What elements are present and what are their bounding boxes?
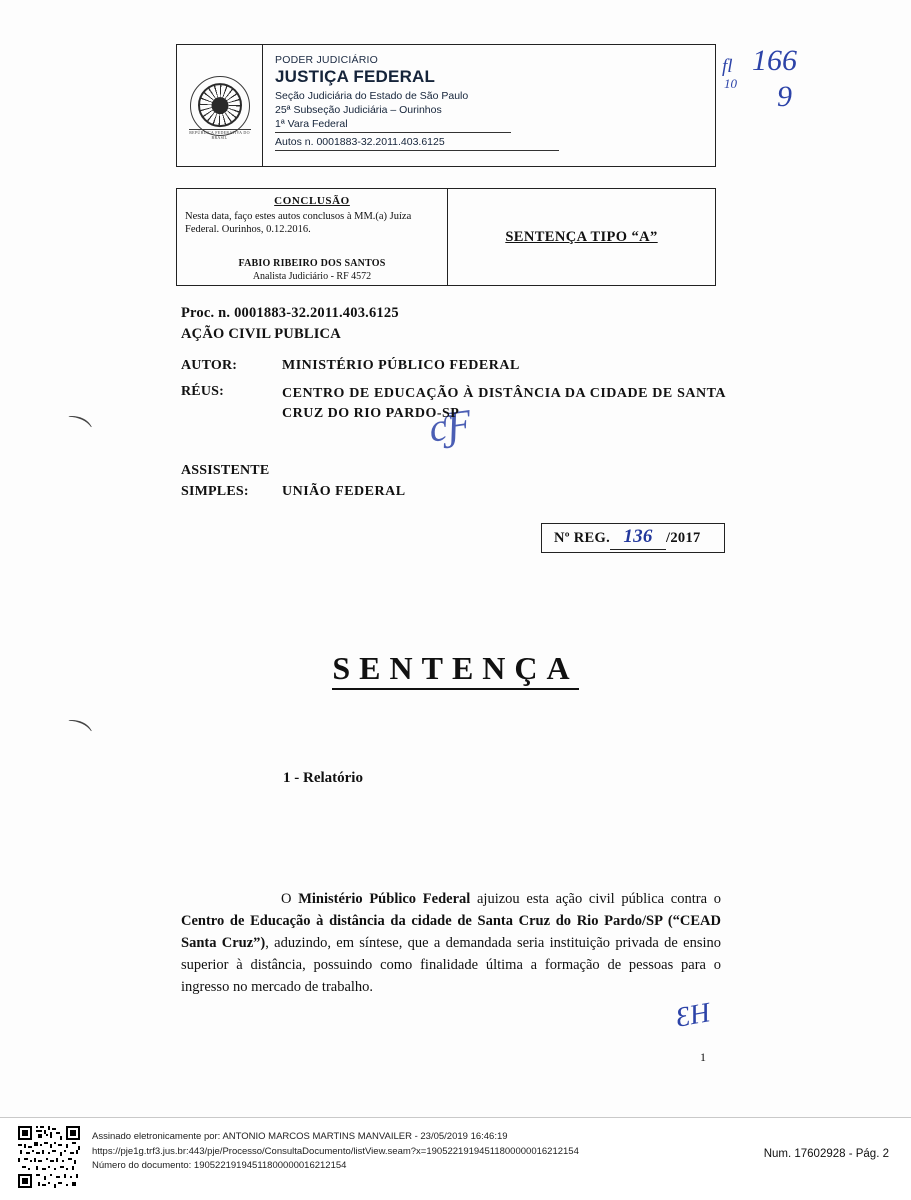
- bleed-through-text: [181, 0, 721, 23]
- bleed-through-text-4: [181, 790, 721, 813]
- arms-caption: REPÚBLICA FEDERATIVA DO BRASIL: [189, 129, 250, 140]
- footer-signature-line: Assinado eletronicamente por: ANTONIO MARCOS MARTINS MANVAILER - 23/05/2019 16:46:19: [92, 1131, 508, 1142]
- bleed-through-text-3: [181, 560, 721, 583]
- footer-text-block: [92, 1130, 579, 1174]
- header-autos: Autos n. 0001883-32.2011.403.6125: [275, 136, 559, 151]
- handwritten-fl-mark: fl: [722, 56, 733, 77]
- para1-part-d: Centro de Educação à distância da cidade de Santa Cruz do Rio Pardo/SP (“CEAD Santa Cruz”): [181, 912, 721, 951]
- header-subsecao: 25ª Subseção Judiciária – Ourinhos: [275, 104, 442, 116]
- autor-value: MINISTÉRIO PÚBLICO FEDERAL: [282, 358, 520, 373]
- reus-label: RÉUS:: [181, 384, 225, 399]
- reus-value: CENTRO DE EDUCAÇÃO À DISTÂNCIA DA CIDADE DE SANTA CRUZ DO RIO PARDO-SP: [282, 386, 726, 422]
- process-block: [181, 303, 741, 345]
- conclusao-title: CONCLUSÃO: [274, 195, 350, 207]
- assistente-value: UNIÃO FEDERAL: [282, 484, 406, 499]
- header-secao-judiciaria: Seção Judiciária do Estado de São Paulo: [275, 90, 469, 102]
- document-footer: [0, 1117, 911, 1200]
- para1-part-b: Ministério Público Federal: [298, 890, 471, 907]
- autor-label: AUTOR:: [181, 358, 238, 373]
- handwritten-folha-number-2: 9: [777, 80, 792, 113]
- coat-of-arms-cell: [177, 45, 263, 166]
- qr-code-icon: [18, 1126, 80, 1188]
- process-number: Proc. n. 0001883-32.2011.403.6125: [181, 305, 399, 321]
- page-title: [0, 650, 911, 687]
- conclusao-signature-role: Analista Judiciário - RF 4572: [252, 271, 372, 282]
- document-header-box: [176, 44, 716, 167]
- page-title-text: SENTENÇA: [332, 650, 578, 690]
- handwritten-signature-conclusao: ƈƑ: [426, 400, 475, 451]
- conclusao-text: Nesta data, faço estes autos conclusos à MM.(a) Juíza Federal. Ourinhos, 0.12.2016.: [185, 211, 412, 236]
- registro-ano: /2017: [666, 529, 701, 546]
- assistente-block: [181, 460, 406, 502]
- footer-page-label: Num. 17602928 - Pág. 2: [763, 1148, 889, 1160]
- paragraph-1: [181, 888, 721, 998]
- handwritten-folha-number: 166: [752, 44, 797, 77]
- scan-mark-left-2: ⌒: [54, 713, 91, 751]
- footer-document-number: Número do documento: 19052219194511800000016212154: [92, 1160, 347, 1172]
- handwritten-fl-mark-2: 10: [724, 76, 737, 91]
- sentenca-tipo-cell: [448, 189, 715, 285]
- process-action-type: AÇÃO CIVIL PUBLICA: [181, 326, 341, 343]
- conclusao-signature-name: FABIO RIBEIRO DOS SANTOS: [238, 258, 386, 269]
- party-row-reus: [181, 384, 741, 425]
- section-heading-relatorio: 1 - Relatório: [283, 770, 363, 786]
- registro-prefix: Nº REG.: [554, 529, 611, 546]
- para1-part-c: ajuizou esta ação civil pública contra o: [470, 890, 721, 907]
- para1-part-a: O: [281, 890, 299, 907]
- assistente-label-2: SIMPLES:: [181, 484, 249, 499]
- page-number: 1: [700, 1050, 706, 1064]
- header-vara: 1ª Vara Federal: [275, 118, 511, 133]
- parties-block: [181, 358, 741, 431]
- header-text-block: [263, 45, 715, 166]
- sentenca-tipo-label: SENTENÇA TIPO “A”: [505, 228, 658, 245]
- registro-numero-manuscrito: 136: [623, 525, 653, 547]
- assistente-label-1: ASSISTENTE: [181, 463, 270, 478]
- brasao-icon: [189, 68, 251, 144]
- registro-box: [541, 523, 725, 553]
- header-poder-judiciario: PODER JUDICIÁRIO: [275, 54, 378, 66]
- footer-url[interactable]: https://pje1g.trf3.jus.br:443/pje/Processo/ConsultaDocumento/listView.seam?x=19052219194511800000016212154: [92, 1145, 579, 1157]
- party-row-autor: [181, 358, 741, 374]
- header-justica-federal: JUSTIÇA FEDERAL: [275, 67, 436, 86]
- scan-mark-left-1: ⌒: [54, 409, 91, 447]
- para1-part-e: , aduzindo, em síntese, que a demandada seria instituição privada de ensino superior à distância, possuindo como finalidade última a formação de pessoas para o ingresso no mercado de trabalho.: [181, 934, 721, 995]
- handwritten-rubric: ƐH: [673, 997, 713, 1034]
